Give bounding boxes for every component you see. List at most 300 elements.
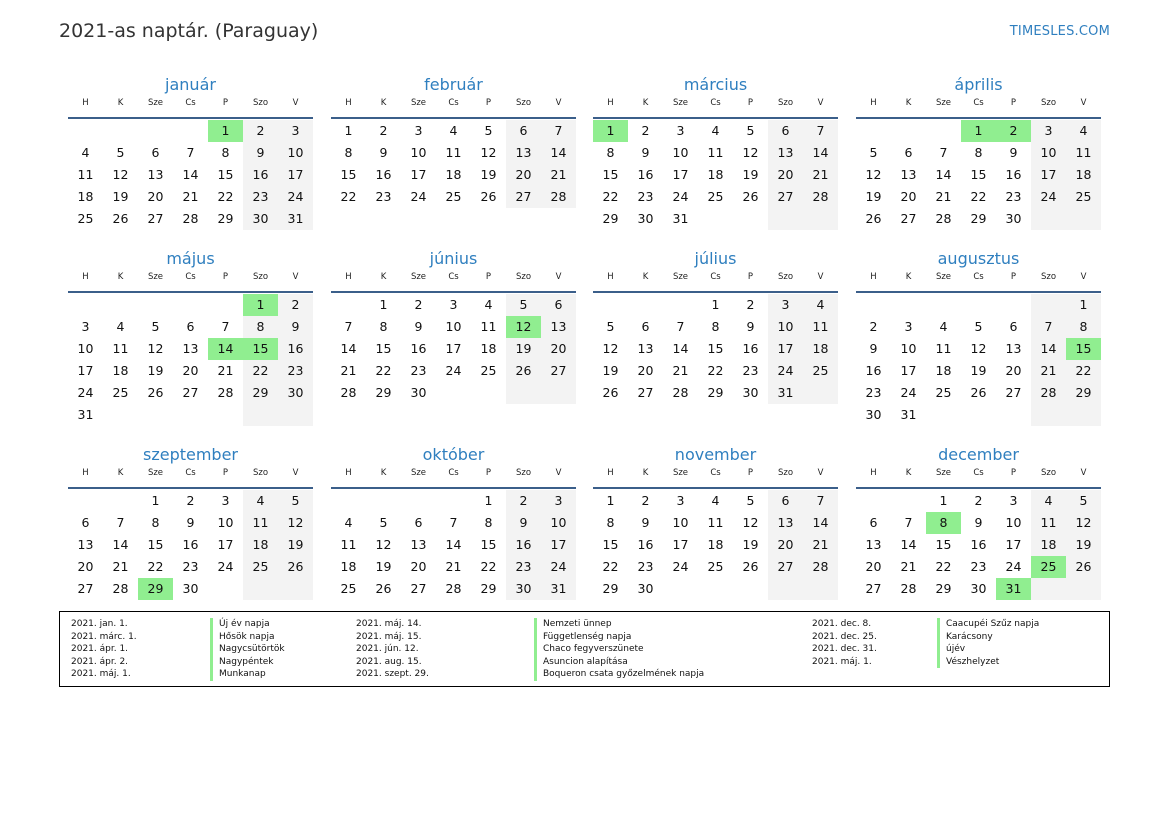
weekday-header <box>331 466 576 489</box>
day-cell: 14 <box>340 341 357 356</box>
weekday-label: K <box>380 98 387 108</box>
day-cell: 11 <box>340 537 357 552</box>
day-cell: 6 <box>781 493 790 508</box>
legend-name: Új év napja <box>210 618 285 631</box>
day-cell: 21 <box>445 559 462 574</box>
day-cell: 23 <box>637 559 654 574</box>
month-name: február <box>424 75 483 94</box>
day-cell: 30 <box>515 581 532 596</box>
day-cell: 10 <box>445 319 462 334</box>
day-cell: 9 <box>974 515 983 530</box>
day-cell: 7 <box>939 145 948 160</box>
day-cell: 15 <box>340 167 357 182</box>
weekday-label: P <box>485 98 492 108</box>
day-cell: 24 <box>410 189 427 204</box>
month-8 <box>856 248 1101 422</box>
month-name: április <box>954 75 1003 94</box>
weekday-label: K <box>905 98 912 108</box>
legend-date: 2021. dec. 8. <box>812 619 872 629</box>
month-name: november <box>674 445 757 464</box>
day-cell: 6 <box>81 515 90 530</box>
legend-names-col-2 <box>534 618 704 681</box>
holiday-day-cell: 8 <box>926 512 961 534</box>
day-cell: 28 <box>1040 385 1057 400</box>
weekday-label: V <box>292 272 299 282</box>
day-cell: 29 <box>602 211 619 226</box>
day-cell: 9 <box>186 515 195 530</box>
weekday-label: V <box>292 98 299 108</box>
day-cell: 29 <box>970 211 987 226</box>
day-cell: 21 <box>182 189 199 204</box>
weekday-label: V <box>817 98 824 108</box>
day-cell: 13 <box>865 537 882 552</box>
day-cell: 29 <box>217 211 234 226</box>
day-cell: 27 <box>637 385 654 400</box>
day-cell: 10 <box>1005 515 1022 530</box>
weekday-label: P <box>747 272 754 282</box>
day-cell: 20 <box>1005 363 1022 378</box>
day-cell: 17 <box>900 363 917 378</box>
day-cell: 15 <box>602 167 619 182</box>
day-cell: 8 <box>484 515 493 530</box>
day-cell: 12 <box>602 341 619 356</box>
day-cell: 19 <box>287 537 304 552</box>
day-cell: 26 <box>112 211 129 226</box>
weekday-label: H <box>82 272 89 282</box>
legend-name: Hősök napja <box>210 631 285 644</box>
day-cell: 24 <box>217 559 234 574</box>
day-cell: 4 <box>116 319 125 334</box>
weekday-label: K <box>117 272 124 282</box>
day-cell: 11 <box>707 145 724 160</box>
day-cell: 14 <box>112 537 129 552</box>
day-cell: 23 <box>970 559 987 574</box>
month-4 <box>856 74 1101 226</box>
day-cell: 20 <box>410 559 427 574</box>
day-grid <box>331 490 576 630</box>
day-cell: 22 <box>602 559 619 574</box>
day-cell: 18 <box>707 537 724 552</box>
day-cell: 22 <box>252 363 269 378</box>
day-cell: 5 <box>746 123 755 138</box>
day-cell: 5 <box>974 319 983 334</box>
day-cell: 9 <box>869 341 878 356</box>
day-cell: 23 <box>1005 189 1022 204</box>
day-cell: 14 <box>445 537 462 552</box>
day-cell: 3 <box>1044 123 1053 138</box>
day-cell: 31 <box>777 385 794 400</box>
day-cell: 30 <box>410 385 427 400</box>
weekday-label: V <box>1080 98 1087 108</box>
day-cell: 19 <box>515 341 532 356</box>
day-cell: 17 <box>217 537 234 552</box>
day-cell: 4 <box>939 319 948 334</box>
day-cell: 7 <box>344 319 353 334</box>
day-cell: 8 <box>606 515 615 530</box>
month-6 <box>331 248 576 400</box>
day-cell: 2 <box>519 493 528 508</box>
day-cell: 10 <box>287 145 304 160</box>
day-cell: 12 <box>480 145 497 160</box>
weekday-label: H <box>82 98 89 108</box>
weekday-label: H <box>870 98 877 108</box>
legend-dates-col-1 <box>71 618 137 681</box>
weekday-label: Sze <box>147 468 164 478</box>
day-cell: 17 <box>777 341 794 356</box>
weekday-label: P <box>485 272 492 282</box>
legend-name: Nagycsütörtök <box>210 643 285 656</box>
day-cell: 21 <box>812 167 829 182</box>
weekday-header <box>68 270 313 293</box>
day-cell: 11 <box>445 145 462 160</box>
day-cell: 26 <box>147 385 164 400</box>
legend-dates-col-2 <box>356 618 429 681</box>
day-cell: 30 <box>742 385 759 400</box>
legend-date: 2021. jan. 1. <box>71 619 128 629</box>
weekday-label: V <box>555 98 562 108</box>
weekday-label: Cs <box>448 468 459 478</box>
weekday-label: Sze <box>410 98 427 108</box>
weekday-label: Cs <box>185 272 196 282</box>
day-cell: 27 <box>410 581 427 596</box>
day-cell: 28 <box>935 211 952 226</box>
day-cell: 6 <box>869 515 878 530</box>
day-cell: 19 <box>1075 537 1092 552</box>
weekday-label: Sze <box>147 272 164 282</box>
weekday-header <box>68 466 313 489</box>
day-cell: 19 <box>865 189 882 204</box>
day-cell: 9 <box>1009 145 1018 160</box>
weekday-label: H <box>607 98 614 108</box>
day-cell: 9 <box>641 145 650 160</box>
day-cell: 22 <box>340 189 357 204</box>
legend-date: 2021. jún. 12. <box>356 644 419 654</box>
day-cell: 13 <box>147 167 164 182</box>
legend-name: Asuncion alapítása <box>534 656 704 669</box>
day-cell: 28 <box>445 581 462 596</box>
day-cell: 26 <box>602 385 619 400</box>
day-cell: 25 <box>812 363 829 378</box>
weekday-label: Cs <box>448 98 459 108</box>
day-cell: 1 <box>1079 297 1088 312</box>
legend-date: 2021. ápr. 1. <box>71 644 129 654</box>
site-link[interactable]: TIMESLES.COM <box>1009 24 1110 39</box>
day-cell: 1 <box>151 493 160 508</box>
day-cell: 7 <box>676 319 685 334</box>
day-cell: 25 <box>707 189 724 204</box>
day-cell: 3 <box>449 297 458 312</box>
day-cell: 12 <box>287 515 304 530</box>
weekday-label: V <box>817 272 824 282</box>
weekday-label: H <box>345 272 352 282</box>
day-cell: 14 <box>900 537 917 552</box>
day-cell: 16 <box>970 537 987 552</box>
day-cell: 6 <box>781 123 790 138</box>
legend-name: Nagypéntek <box>210 656 285 669</box>
month-3 <box>593 74 838 226</box>
weekday-header <box>856 96 1101 119</box>
weekday-label: Cs <box>973 98 984 108</box>
day-cell: 5 <box>379 515 388 530</box>
day-cell: 17 <box>1005 537 1022 552</box>
weekday-label: Cs <box>973 468 984 478</box>
day-cell: 14 <box>550 145 567 160</box>
weekday-header <box>331 270 576 293</box>
day-cell: 29 <box>480 581 497 596</box>
day-cell: 22 <box>602 189 619 204</box>
month-name: január <box>165 75 216 94</box>
day-cell: 28 <box>812 559 829 574</box>
weekday-label: Szo <box>252 98 269 108</box>
legend-date: 2021. dec. 31. <box>812 644 877 654</box>
legend-date: 2021. máj. 1. <box>71 669 131 679</box>
day-cell: 23 <box>410 363 427 378</box>
day-cell: 26 <box>287 559 304 574</box>
day-cell: 4 <box>344 515 353 530</box>
day-cell: 1 <box>379 297 388 312</box>
day-cell: 23 <box>637 189 654 204</box>
day-cell: 10 <box>900 341 917 356</box>
day-cell: 10 <box>777 319 794 334</box>
weekday-label: K <box>905 468 912 478</box>
day-cell: 25 <box>252 559 269 574</box>
day-cell: 22 <box>147 559 164 574</box>
day-cell: 22 <box>1075 363 1092 378</box>
day-cell: 17 <box>1040 167 1057 182</box>
holiday-day-cell: 1 <box>243 294 278 316</box>
day-cell: 10 <box>672 515 689 530</box>
legend-date: 2021. máj. 15. <box>356 631 422 642</box>
day-cell: 19 <box>147 363 164 378</box>
weekday-header <box>593 96 838 119</box>
day-cell: 11 <box>252 515 269 530</box>
day-cell: 4 <box>1079 123 1088 138</box>
day-grid <box>331 294 576 434</box>
month-name: május <box>166 249 215 268</box>
month-12 <box>856 444 1101 596</box>
day-cell: 27 <box>147 211 164 226</box>
weekday-label: Sze <box>410 468 427 478</box>
day-cell: 21 <box>1040 363 1057 378</box>
day-cell: 6 <box>641 319 650 334</box>
day-cell: 25 <box>340 581 357 596</box>
day-cell: 28 <box>550 189 567 204</box>
weekday-label: H <box>607 272 614 282</box>
weekday-label: Szo <box>515 98 532 108</box>
day-cell: 27 <box>550 363 567 378</box>
day-cell: 26 <box>1075 559 1092 574</box>
day-cell: 26 <box>970 385 987 400</box>
month-9 <box>68 444 313 596</box>
day-cell: 9 <box>291 319 300 334</box>
weekday-label: Szo <box>1040 272 1057 282</box>
weekday-label: Cs <box>448 272 459 282</box>
day-cell: 13 <box>637 341 654 356</box>
day-cell: 20 <box>637 363 654 378</box>
day-cell: 7 <box>816 493 825 508</box>
day-cell: 24 <box>1040 189 1057 204</box>
legend-name: újév <box>937 643 1039 656</box>
day-cell: 30 <box>182 581 199 596</box>
day-cell: 23 <box>375 189 392 204</box>
day-cell: 2 <box>869 319 878 334</box>
day-cell: 21 <box>935 189 952 204</box>
day-cell: 9 <box>519 515 528 530</box>
day-cell: 4 <box>711 493 720 508</box>
legend-name: Boqueron csata győzelmének napja <box>534 668 704 681</box>
day-cell: 30 <box>637 211 654 226</box>
weekday-label: V <box>1080 468 1087 478</box>
day-cell: 17 <box>287 167 304 182</box>
day-cell: 27 <box>182 385 199 400</box>
weekday-header <box>68 96 313 119</box>
weekday-label: P <box>747 98 754 108</box>
day-cell: 13 <box>515 145 532 160</box>
day-cell: 5 <box>606 319 615 334</box>
day-cell: 12 <box>742 145 759 160</box>
day-cell: 15 <box>147 537 164 552</box>
day-cell: 7 <box>186 145 195 160</box>
legend-names-col-3 <box>937 618 1039 668</box>
day-cell: 13 <box>777 145 794 160</box>
weekday-label: Szo <box>515 468 532 478</box>
legend-date: 2021. ápr. 2. <box>71 656 129 667</box>
day-cell: 4 <box>81 145 90 160</box>
day-cell: 20 <box>550 341 567 356</box>
day-cell: 17 <box>672 537 689 552</box>
day-cell: 13 <box>900 167 917 182</box>
day-cell: 14 <box>672 341 689 356</box>
day-grid <box>68 490 313 630</box>
holiday-day-cell: 12 <box>506 316 541 338</box>
day-cell: 20 <box>865 559 882 574</box>
day-cell: 25 <box>112 385 129 400</box>
day-cell: 19 <box>375 559 392 574</box>
day-cell: 23 <box>515 559 532 574</box>
holiday-day-cell: 14 <box>208 338 243 360</box>
weekday-label: H <box>345 98 352 108</box>
day-cell: 31 <box>77 407 94 422</box>
weekday-label: Sze <box>935 468 952 478</box>
day-cell: 7 <box>554 123 563 138</box>
day-cell: 7 <box>1044 319 1053 334</box>
legend-date: 2021. szept. 29. <box>356 669 429 679</box>
day-cell: 23 <box>865 385 882 400</box>
day-cell: 3 <box>291 123 300 138</box>
weekday-label: Szo <box>252 468 269 478</box>
day-cell: 20 <box>77 559 94 574</box>
day-cell: 3 <box>1009 493 1018 508</box>
day-cell: 17 <box>445 341 462 356</box>
day-cell: 3 <box>221 493 230 508</box>
day-cell: 15 <box>375 341 392 356</box>
day-cell: 22 <box>375 363 392 378</box>
day-cell: 6 <box>151 145 160 160</box>
day-cell: 9 <box>746 319 755 334</box>
month-1 <box>68 74 313 226</box>
legend-name: Függetlenség napja <box>534 631 704 644</box>
day-cell: 15 <box>707 341 724 356</box>
day-cell: 10 <box>410 145 427 160</box>
weekday-label: H <box>870 272 877 282</box>
month-7 <box>593 248 838 400</box>
holiday-day-cell: 1 <box>208 120 243 142</box>
legend-name: Nemzeti ünnep <box>534 618 704 631</box>
day-cell: 19 <box>742 167 759 182</box>
day-cell: 13 <box>550 319 567 334</box>
day-cell: 16 <box>742 341 759 356</box>
weekday-label: Szo <box>1040 468 1057 478</box>
day-cell: 22 <box>480 559 497 574</box>
day-cell: 5 <box>746 493 755 508</box>
day-cell: 2 <box>746 297 755 312</box>
day-cell: 24 <box>287 189 304 204</box>
day-cell: 5 <box>291 493 300 508</box>
day-cell: 4 <box>711 123 720 138</box>
weekday-label: Sze <box>672 98 689 108</box>
day-grid <box>68 120 313 260</box>
day-cell: 31 <box>672 211 689 226</box>
day-cell: 16 <box>287 341 304 356</box>
day-cell: 31 <box>287 211 304 226</box>
day-cell: 16 <box>637 167 654 182</box>
day-cell: 21 <box>900 559 917 574</box>
day-cell: 29 <box>252 385 269 400</box>
weekday-label: Sze <box>410 272 427 282</box>
month-name: június <box>429 249 478 268</box>
day-cell: 6 <box>186 319 195 334</box>
weekday-label: V <box>555 272 562 282</box>
day-cell: 14 <box>935 167 952 182</box>
day-cell: 24 <box>900 385 917 400</box>
weekday-label: K <box>642 272 649 282</box>
day-cell: 19 <box>112 189 129 204</box>
day-cell: 28 <box>182 211 199 226</box>
day-cell: 28 <box>812 189 829 204</box>
weekday-label: P <box>485 468 492 478</box>
day-cell: 2 <box>414 297 423 312</box>
day-cell: 15 <box>217 167 234 182</box>
legend-date: 2021. máj. 1. <box>812 656 872 667</box>
weekday-label: P <box>222 468 229 478</box>
holiday-day-cell: 1 <box>593 120 628 142</box>
day-cell: 9 <box>256 145 265 160</box>
day-cell: 1 <box>344 123 353 138</box>
day-cell: 7 <box>449 515 458 530</box>
weekday-label: V <box>292 468 299 478</box>
day-cell: 9 <box>641 515 650 530</box>
day-cell: 10 <box>672 145 689 160</box>
weekday-label: Sze <box>935 272 952 282</box>
day-cell: 27 <box>515 189 532 204</box>
weekday-label: K <box>905 272 912 282</box>
weekday-header <box>593 270 838 293</box>
day-cell: 29 <box>935 581 952 596</box>
day-cell: 23 <box>742 363 759 378</box>
holidays-legend <box>59 611 1110 687</box>
day-cell: 8 <box>379 319 388 334</box>
day-cell: 28 <box>217 385 234 400</box>
day-cell: 15 <box>480 537 497 552</box>
day-cell: 1 <box>484 493 493 508</box>
weekday-label: H <box>607 468 614 478</box>
day-cell: 18 <box>480 341 497 356</box>
day-cell: 6 <box>554 297 563 312</box>
day-cell: 4 <box>484 297 493 312</box>
day-cell: 26 <box>375 581 392 596</box>
day-cell: 6 <box>904 145 913 160</box>
day-cell: 18 <box>252 537 269 552</box>
